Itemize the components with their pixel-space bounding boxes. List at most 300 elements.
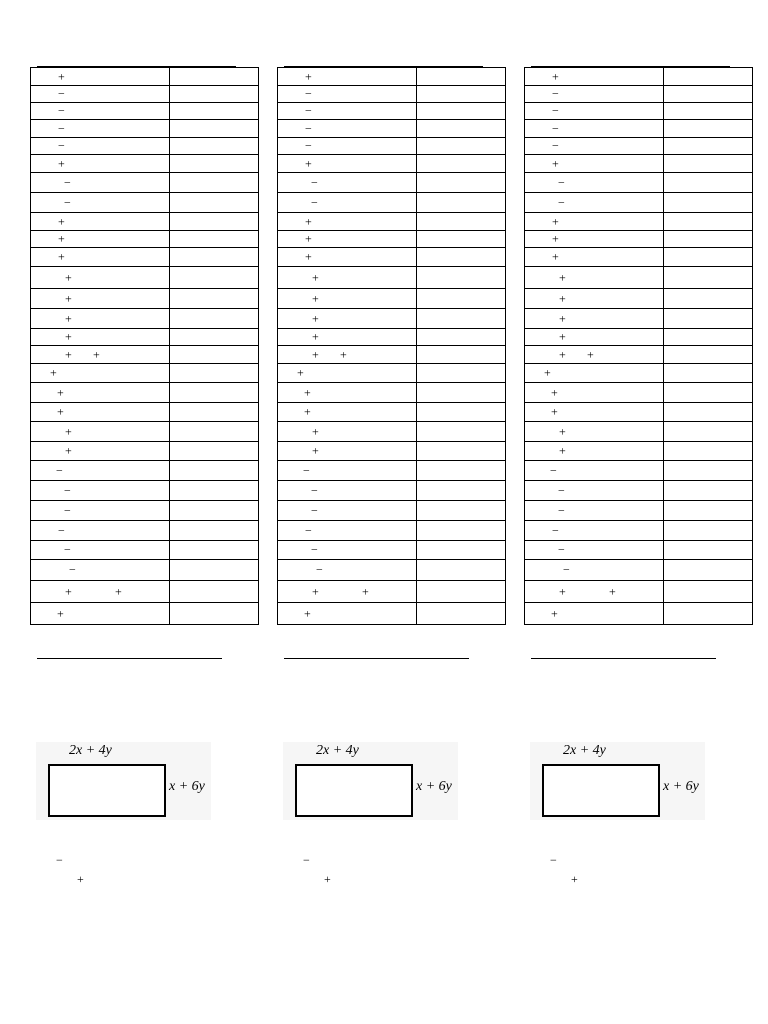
plus-sign: + bbox=[552, 213, 559, 228]
expression-cell bbox=[278, 193, 417, 213]
table-row bbox=[31, 383, 259, 403]
expression-cell bbox=[31, 103, 170, 120]
expression-cell bbox=[278, 383, 417, 403]
plus-sign: + bbox=[115, 583, 122, 598]
answer-cell bbox=[170, 541, 259, 560]
plus-sign: + bbox=[312, 310, 319, 325]
expression-cell bbox=[31, 86, 170, 103]
answer-cell bbox=[417, 329, 506, 346]
plus-sign: + bbox=[65, 269, 72, 284]
expression-cell bbox=[525, 155, 664, 173]
table-row bbox=[278, 581, 506, 603]
table-row bbox=[31, 138, 259, 155]
tail-symbol: − bbox=[303, 853, 310, 867]
plus-sign: + bbox=[57, 384, 64, 399]
expression-cell bbox=[31, 346, 170, 364]
table-row bbox=[278, 267, 506, 289]
minus-sign: − bbox=[58, 522, 65, 537]
plus-sign: + bbox=[93, 346, 100, 361]
minus-sign: − bbox=[550, 462, 557, 477]
answer-cell bbox=[417, 309, 506, 329]
expression-cell bbox=[525, 138, 664, 155]
minus-sign: − bbox=[558, 482, 565, 497]
answer-cell bbox=[664, 329, 753, 346]
answer-cell bbox=[170, 364, 259, 383]
rectangle-figure-1 bbox=[36, 742, 211, 820]
rectangle-height-label: x + 6y bbox=[663, 779, 699, 794]
answer-cell bbox=[417, 173, 506, 193]
minus-sign: − bbox=[58, 86, 65, 101]
rectangle-width-label: 2x + 4y bbox=[316, 743, 359, 758]
table-row bbox=[525, 501, 753, 521]
table-row bbox=[525, 481, 753, 501]
minus-sign: − bbox=[558, 542, 565, 557]
expression-cell bbox=[525, 603, 664, 625]
answer-cell bbox=[170, 103, 259, 120]
minus-sign: − bbox=[558, 174, 565, 189]
expression-cell bbox=[278, 442, 417, 461]
answer-cell bbox=[664, 383, 753, 403]
table-row bbox=[278, 248, 506, 267]
worksheet-table-2 bbox=[277, 67, 505, 625]
expression-cell bbox=[31, 560, 170, 581]
rectangle-width-label: 2x + 4y bbox=[69, 743, 112, 758]
expression-cell bbox=[278, 560, 417, 581]
expression-cell bbox=[525, 364, 664, 383]
plus-sign: + bbox=[312, 346, 319, 361]
expression-cell bbox=[278, 603, 417, 625]
plus-sign: + bbox=[559, 329, 566, 344]
table-row bbox=[278, 560, 506, 581]
minus-sign: − bbox=[552, 86, 559, 101]
minus-sign: − bbox=[563, 562, 570, 577]
plus-sign: + bbox=[65, 346, 72, 361]
rectangle bbox=[48, 764, 166, 817]
answer-cell bbox=[664, 442, 753, 461]
answer-cell bbox=[170, 86, 259, 103]
plus-sign: + bbox=[312, 423, 319, 438]
answer-cell bbox=[664, 581, 753, 603]
table-row bbox=[278, 422, 506, 442]
table-row bbox=[31, 173, 259, 193]
expression-cell bbox=[278, 581, 417, 603]
answer-cell bbox=[170, 422, 259, 442]
table-row bbox=[525, 86, 753, 103]
expression-cell bbox=[278, 173, 417, 193]
plus-sign: + bbox=[57, 404, 64, 419]
answer-cell bbox=[170, 521, 259, 541]
table-row bbox=[31, 461, 259, 481]
table-row bbox=[525, 521, 753, 541]
expression-cell bbox=[525, 346, 664, 364]
worksheet-table-1 bbox=[30, 67, 258, 625]
minus-sign: − bbox=[305, 86, 312, 101]
expression-cell bbox=[525, 248, 664, 267]
plus-sign: + bbox=[65, 583, 72, 598]
answer-cell bbox=[417, 346, 506, 364]
answer-cell bbox=[664, 501, 753, 521]
answer-cell bbox=[170, 329, 259, 346]
expression-cell bbox=[31, 383, 170, 403]
answer-cell bbox=[417, 422, 506, 442]
answer-cell bbox=[170, 560, 259, 581]
rectangle bbox=[295, 764, 413, 817]
expression-cell bbox=[31, 521, 170, 541]
plus-sign: + bbox=[559, 346, 566, 361]
expression-cell bbox=[525, 86, 664, 103]
answer-cell bbox=[664, 346, 753, 364]
rectangle-figure-2 bbox=[283, 742, 458, 820]
table-row bbox=[525, 603, 753, 625]
answer-cell bbox=[170, 138, 259, 155]
expression-cell bbox=[278, 248, 417, 267]
answer-line-1 bbox=[37, 658, 222, 659]
expression-cell bbox=[31, 213, 170, 231]
expression-cell bbox=[31, 68, 170, 86]
expression-cell bbox=[278, 213, 417, 231]
expression-cell bbox=[31, 422, 170, 442]
plus-sign: + bbox=[340, 346, 347, 361]
plus-sign: + bbox=[312, 583, 319, 598]
tail-symbol: − bbox=[56, 853, 63, 867]
expression-cell bbox=[31, 155, 170, 173]
answer-cell bbox=[170, 442, 259, 461]
table-row bbox=[31, 603, 259, 625]
expression-cell bbox=[525, 581, 664, 603]
answer-cell bbox=[417, 248, 506, 267]
minus-sign: − bbox=[552, 138, 559, 153]
table-row bbox=[525, 213, 753, 231]
table-row bbox=[525, 103, 753, 120]
rectangle-height-label: x + 6y bbox=[169, 779, 205, 794]
table-row bbox=[31, 309, 259, 329]
answer-cell bbox=[417, 461, 506, 481]
expression-cell bbox=[31, 267, 170, 289]
answer-cell bbox=[417, 289, 506, 309]
table-row bbox=[525, 541, 753, 560]
minus-sign: − bbox=[56, 462, 63, 477]
expression-cell bbox=[278, 120, 417, 138]
expression-cell bbox=[278, 403, 417, 422]
table-row bbox=[278, 193, 506, 213]
problem-table bbox=[524, 67, 753, 625]
rectangle-height-label: x + 6y bbox=[416, 779, 452, 794]
expression-cell bbox=[278, 289, 417, 309]
answer-cell bbox=[170, 603, 259, 625]
answer-cell bbox=[170, 173, 259, 193]
answer-cell bbox=[170, 155, 259, 173]
minus-sign: − bbox=[311, 502, 318, 517]
table-row bbox=[525, 231, 753, 248]
answer-cell bbox=[417, 501, 506, 521]
table-row bbox=[278, 231, 506, 248]
minus-sign: − bbox=[69, 562, 76, 577]
plus-sign: + bbox=[551, 605, 558, 620]
minus-sign: − bbox=[303, 462, 310, 477]
plus-sign: + bbox=[559, 443, 566, 458]
plus-sign: + bbox=[58, 155, 65, 170]
expression-cell bbox=[278, 103, 417, 120]
rectangle-width-label: 2x + 4y bbox=[563, 743, 606, 758]
table-row bbox=[31, 193, 259, 213]
table-row bbox=[525, 442, 753, 461]
plus-sign: + bbox=[65, 329, 72, 344]
table-row bbox=[31, 155, 259, 173]
answer-cell bbox=[417, 541, 506, 560]
minus-sign: − bbox=[316, 562, 323, 577]
table-row bbox=[31, 267, 259, 289]
table-row bbox=[278, 309, 506, 329]
plus-sign: + bbox=[57, 605, 64, 620]
problem-table bbox=[277, 67, 506, 625]
plus-sign: + bbox=[609, 583, 616, 598]
plus-sign: + bbox=[50, 365, 57, 380]
answer-cell bbox=[664, 603, 753, 625]
table-row bbox=[525, 155, 753, 173]
tail-symbol: − bbox=[550, 853, 557, 867]
expression-cell bbox=[525, 267, 664, 289]
table-row bbox=[278, 442, 506, 461]
plus-sign: + bbox=[305, 231, 312, 246]
plus-sign: + bbox=[58, 68, 65, 83]
expression-cell bbox=[278, 86, 417, 103]
answer-cell bbox=[664, 309, 753, 329]
answer-line-2 bbox=[284, 658, 469, 659]
expression-cell bbox=[278, 481, 417, 501]
answer-cell bbox=[417, 267, 506, 289]
plus-sign: + bbox=[551, 404, 558, 419]
table-row bbox=[525, 289, 753, 309]
answer-cell bbox=[664, 173, 753, 193]
minus-sign: − bbox=[58, 138, 65, 153]
answer-cell bbox=[664, 155, 753, 173]
expression-cell bbox=[31, 603, 170, 625]
table-row bbox=[278, 329, 506, 346]
plus-sign: + bbox=[58, 249, 65, 264]
answer-cell bbox=[417, 521, 506, 541]
answer-cell bbox=[417, 560, 506, 581]
minus-sign: − bbox=[305, 103, 312, 118]
expression-cell bbox=[525, 68, 664, 86]
table-row bbox=[525, 173, 753, 193]
table-row bbox=[31, 213, 259, 231]
table-row bbox=[278, 346, 506, 364]
table-row bbox=[31, 120, 259, 138]
expression-cell bbox=[278, 309, 417, 329]
minus-sign: − bbox=[552, 120, 559, 135]
answer-cell bbox=[664, 120, 753, 138]
table-row bbox=[525, 248, 753, 267]
plus-sign: + bbox=[305, 155, 312, 170]
answer-cell bbox=[417, 138, 506, 155]
table-row bbox=[31, 541, 259, 560]
answer-cell bbox=[417, 481, 506, 501]
table-row bbox=[278, 461, 506, 481]
table-row bbox=[31, 442, 259, 461]
expression-cell bbox=[525, 120, 664, 138]
plus-sign: + bbox=[552, 249, 559, 264]
answer-cell bbox=[170, 461, 259, 481]
minus-sign: − bbox=[311, 542, 318, 557]
answer-cell bbox=[417, 155, 506, 173]
expression-cell bbox=[525, 213, 664, 231]
table-row bbox=[278, 289, 506, 309]
plus-sign: + bbox=[552, 68, 559, 83]
answer-cell bbox=[170, 231, 259, 248]
answer-cell bbox=[417, 442, 506, 461]
table-row bbox=[525, 346, 753, 364]
expression-cell bbox=[525, 329, 664, 346]
table-row bbox=[278, 541, 506, 560]
expression-cell bbox=[31, 403, 170, 422]
answer-cell bbox=[664, 68, 753, 86]
expression-cell bbox=[278, 68, 417, 86]
plus-sign: + bbox=[65, 310, 72, 325]
table-row bbox=[31, 501, 259, 521]
answer-cell bbox=[417, 581, 506, 603]
expression-cell bbox=[31, 309, 170, 329]
answer-cell bbox=[664, 138, 753, 155]
answer-cell bbox=[664, 403, 753, 422]
minus-sign: − bbox=[64, 482, 71, 497]
table-row bbox=[525, 403, 753, 422]
expression-cell bbox=[31, 193, 170, 213]
minus-sign: − bbox=[311, 174, 318, 189]
expression-cell bbox=[525, 173, 664, 193]
answer-cell bbox=[170, 403, 259, 422]
plus-sign: + bbox=[552, 231, 559, 246]
minus-sign: − bbox=[64, 194, 71, 209]
expression-cell bbox=[525, 403, 664, 422]
table-row bbox=[31, 403, 259, 422]
table-row bbox=[525, 383, 753, 403]
plus-sign: + bbox=[559, 269, 566, 284]
answer-cell bbox=[417, 603, 506, 625]
answer-cell bbox=[170, 581, 259, 603]
table-row bbox=[278, 521, 506, 541]
expression-cell bbox=[525, 521, 664, 541]
table-row bbox=[31, 581, 259, 603]
expression-cell bbox=[278, 346, 417, 364]
table-row bbox=[278, 173, 506, 193]
table-row bbox=[278, 68, 506, 86]
minus-sign: − bbox=[305, 138, 312, 153]
expression-cell bbox=[278, 231, 417, 248]
answer-cell bbox=[170, 120, 259, 138]
table-row bbox=[278, 364, 506, 383]
table-row bbox=[278, 103, 506, 120]
answer-cell bbox=[664, 461, 753, 481]
table-row bbox=[525, 267, 753, 289]
table-row bbox=[31, 364, 259, 383]
expression-cell bbox=[525, 193, 664, 213]
answer-cell bbox=[664, 364, 753, 383]
plus-sign: + bbox=[304, 605, 311, 620]
plus-sign: + bbox=[312, 290, 319, 305]
expression-cell bbox=[31, 501, 170, 521]
answer-cell bbox=[664, 267, 753, 289]
answer-cell bbox=[170, 309, 259, 329]
table-row bbox=[525, 68, 753, 86]
answer-cell bbox=[417, 364, 506, 383]
minus-sign: − bbox=[58, 120, 65, 135]
plus-sign: + bbox=[587, 346, 594, 361]
expression-cell bbox=[31, 289, 170, 309]
minus-sign: − bbox=[311, 194, 318, 209]
table-row bbox=[31, 329, 259, 346]
answer-cell bbox=[664, 541, 753, 560]
expression-cell bbox=[278, 422, 417, 442]
plus-sign: + bbox=[559, 583, 566, 598]
answer-line-3 bbox=[531, 658, 716, 659]
rectangle bbox=[542, 764, 660, 817]
plus-sign: + bbox=[58, 213, 65, 228]
answer-cell bbox=[170, 248, 259, 267]
expression-cell bbox=[278, 155, 417, 173]
expression-cell bbox=[525, 442, 664, 461]
answer-cell bbox=[664, 193, 753, 213]
minus-sign: − bbox=[64, 174, 71, 189]
minus-sign: − bbox=[558, 194, 565, 209]
table-row bbox=[31, 521, 259, 541]
worksheet-table-3 bbox=[524, 67, 752, 625]
answer-cell bbox=[417, 231, 506, 248]
answer-cell bbox=[664, 86, 753, 103]
expression-cell bbox=[525, 103, 664, 120]
table-row bbox=[31, 481, 259, 501]
minus-sign: − bbox=[552, 522, 559, 537]
table-row bbox=[525, 364, 753, 383]
answer-cell bbox=[170, 383, 259, 403]
plus-sign: + bbox=[559, 423, 566, 438]
answer-cell bbox=[170, 346, 259, 364]
expression-cell bbox=[525, 541, 664, 560]
table-row bbox=[278, 383, 506, 403]
expression-cell bbox=[525, 501, 664, 521]
minus-sign: − bbox=[58, 103, 65, 118]
answer-cell bbox=[664, 248, 753, 267]
plus-sign: + bbox=[312, 443, 319, 458]
plus-sign: + bbox=[297, 365, 304, 380]
plus-sign: + bbox=[312, 269, 319, 284]
plus-sign: + bbox=[304, 384, 311, 399]
expression-cell bbox=[278, 138, 417, 155]
answer-cell bbox=[170, 213, 259, 231]
minus-sign: − bbox=[311, 482, 318, 497]
expression-cell bbox=[31, 541, 170, 560]
answer-cell bbox=[170, 289, 259, 309]
plus-sign: + bbox=[544, 365, 551, 380]
answer-cell bbox=[417, 68, 506, 86]
answer-cell bbox=[417, 213, 506, 231]
plus-sign: + bbox=[305, 68, 312, 83]
expression-cell bbox=[278, 364, 417, 383]
expression-cell bbox=[31, 248, 170, 267]
expression-cell bbox=[278, 329, 417, 346]
tail-symbol: + bbox=[77, 872, 84, 886]
tail-symbol: + bbox=[324, 872, 331, 886]
plus-sign: + bbox=[304, 404, 311, 419]
plus-sign: + bbox=[552, 155, 559, 170]
plus-sign: + bbox=[58, 231, 65, 246]
table-row bbox=[525, 581, 753, 603]
table-row bbox=[31, 248, 259, 267]
expression-cell bbox=[278, 461, 417, 481]
minus-sign: − bbox=[558, 502, 565, 517]
table-row bbox=[278, 120, 506, 138]
minus-sign: − bbox=[64, 502, 71, 517]
problem-table bbox=[30, 67, 259, 625]
